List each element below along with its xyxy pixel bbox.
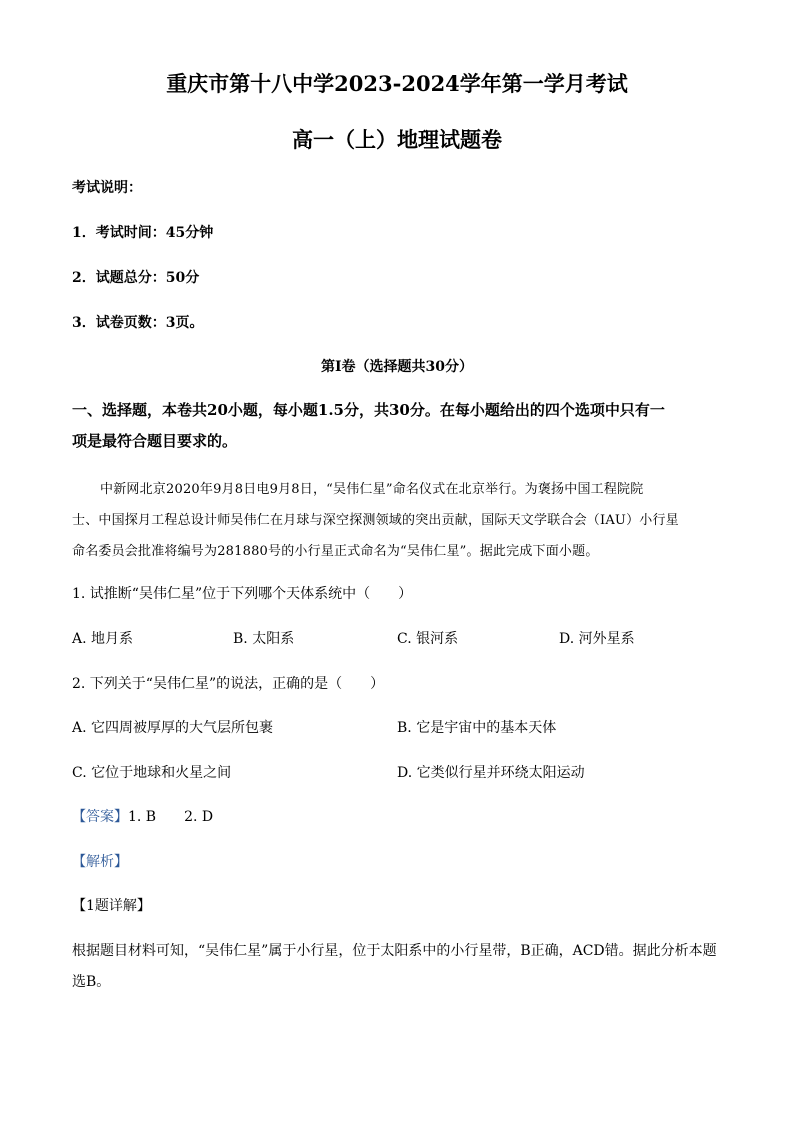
- question-stem: 1. 试推断“吴伟仁星”位于下列哪个天体系统中（ ）: [72, 586, 413, 602]
- analysis-text: 根据题目材料可知，“吴伟仁星”属于小行星，位于太阳系中的小行星带，B正确，ACD错。据此分析本题: [72, 943, 717, 959]
- material-text: 命名委员会批准将编号为281880号的小行星正式命名为“吴伟仁星”。据此完成下面小题。: [72, 544, 599, 559]
- question-option: C. 它位于地球和火星之间: [72, 765, 232, 781]
- detail-label: 【1题详解】: [72, 898, 151, 914]
- page-title: 重庆市第十八中学2023-2024学年第一学月考试: [166, 71, 628, 96]
- material-text: 士、中国探月工程总设计师吴伟仁在月球与深空探测领域的突出贡献，国际天文学联合会（IAU）小行星: [72, 513, 679, 528]
- question-option: A. 地月系: [72, 631, 134, 647]
- analysis-text: 选B。: [72, 974, 111, 990]
- question-option: D. 它类似行星并环绕太阳运动: [397, 765, 585, 781]
- question-option: B. 它是宇宙中的基本天体: [397, 720, 557, 736]
- answer-line: [72, 806, 213, 826]
- page-subtitle: 高一（上）地理试题卷: [292, 127, 502, 152]
- question-option: D. 河外星系: [559, 631, 635, 647]
- exam-note-item: 1．考试时间：45分钟: [72, 225, 214, 241]
- section-instruction: 一、选择题，本卷共20小题，每小题1.5分，共30分。在每小题给出的四个选项中只有一: [72, 401, 665, 419]
- answer-label: 【答案】: [72, 809, 128, 825]
- question-option: C. 银河系: [397, 631, 459, 647]
- question-option: A. 它四周被厚厚的大气层所包裹: [72, 720, 274, 736]
- analysis-label: 【解析】: [72, 854, 128, 870]
- material-text: 中新网北京2020年9月8日电9月8日，“吴伟仁星”命名仪式在北京举行。为褒扬中国工程院院: [100, 482, 644, 497]
- exam-note-item: 3．试卷页数：3页。: [72, 315, 204, 331]
- question-stem: 2. 下列关于“吴伟仁星”的说法，正确的是（ ）: [72, 676, 385, 692]
- section-instruction: 项是最符合题目要求的。: [72, 432, 238, 450]
- question-option: B. 太阳系: [233, 631, 295, 647]
- exam-note-item: 2．试题总分：50分: [72, 270, 200, 286]
- section-title: 第Ⅰ卷（选择题共30分）: [320, 359, 474, 375]
- exam-notes-heading: 考试说明：: [72, 180, 142, 196]
- answer-values: 1. B 2. D: [128, 809, 214, 825]
